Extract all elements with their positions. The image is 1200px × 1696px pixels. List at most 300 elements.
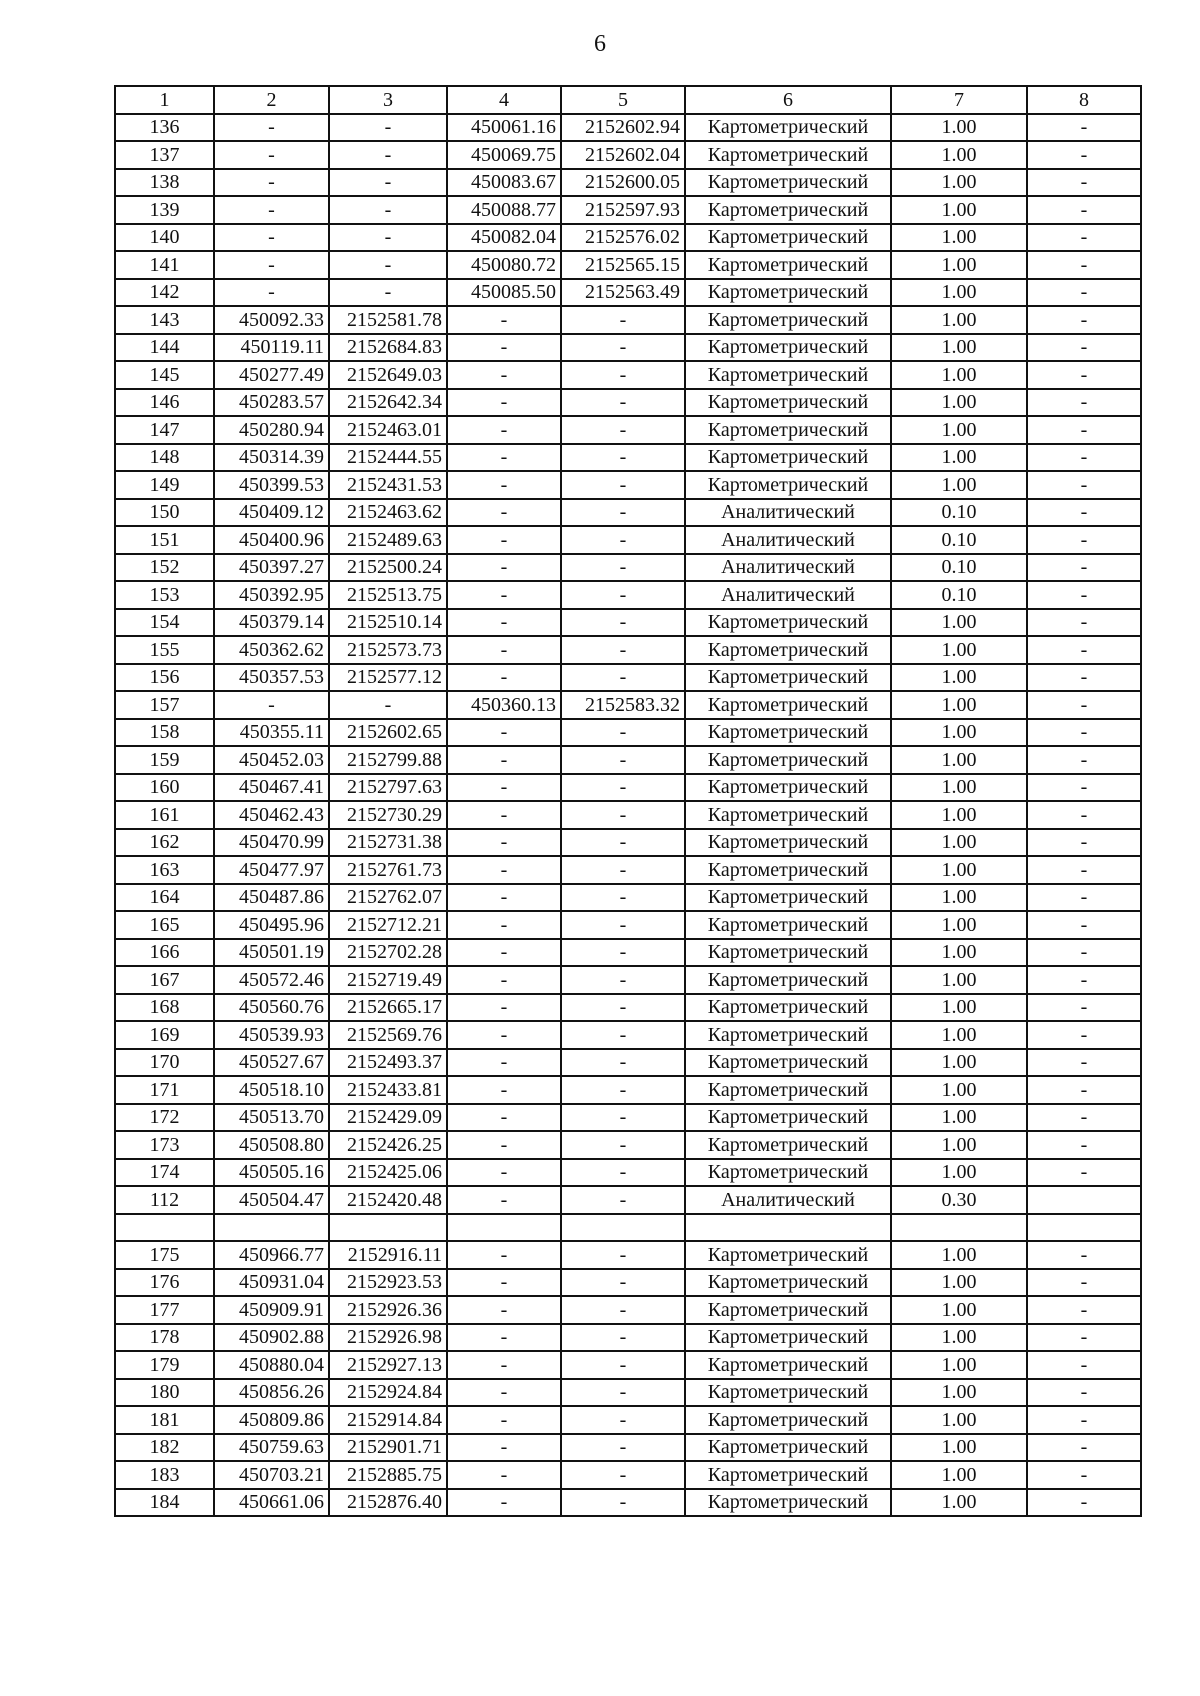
table-cell-col-2: - <box>214 691 329 719</box>
table-cell-col-4: - <box>447 306 561 334</box>
table-cell-col-5 <box>561 1214 685 1242</box>
table-cell-col-2: 450409.12 <box>214 499 329 527</box>
table-cell-col-4: - <box>447 471 561 499</box>
table-cell-col-8: - <box>1027 1324 1141 1352</box>
table-cell-col-4: - <box>447 1186 561 1214</box>
table-cell-col-8: - <box>1027 856 1141 884</box>
table-cell-col-5: - <box>561 1076 685 1104</box>
table-header <box>115 86 1141 114</box>
table-cell-col-3: - <box>329 224 447 252</box>
table-cell-col-2: 450397.27 <box>214 554 329 582</box>
table-cell-col-2: 450703.21 <box>214 1461 329 1489</box>
table-cell-col-8: - <box>1027 416 1141 444</box>
table-cell-col-6: Картометрический <box>685 1049 891 1077</box>
table-cell-col-1: 153 <box>115 581 214 609</box>
table-cell-col-1: 174 <box>115 1159 214 1187</box>
table-cell-col-8: - <box>1027 389 1141 417</box>
table-cell-col-2: 450539.93 <box>214 1021 329 1049</box>
table-cell-col-5: - <box>561 1104 685 1132</box>
table-cell-col-7: 0.30 <box>891 1186 1027 1214</box>
table-cell-col-2: 450513.70 <box>214 1104 329 1132</box>
table-cell-col-7: 1.00 <box>891 1131 1027 1159</box>
table-cell-col-7: 1.00 <box>891 334 1027 362</box>
table-cell-col-4: - <box>447 746 561 774</box>
table-cell-col-2: 450470.99 <box>214 829 329 857</box>
table-cell-col-7: 1.00 <box>891 1076 1027 1104</box>
table-cell-col-5: - <box>561 1351 685 1379</box>
table-cell-col-4: 450082.04 <box>447 224 561 252</box>
table-cell-col-3: 2152425.06 <box>329 1159 447 1187</box>
table-cell-col-3: 2152914.84 <box>329 1406 447 1434</box>
table-row <box>115 1296 1141 1324</box>
table-cell-col-8: - <box>1027 1159 1141 1187</box>
table-cell-col-6: Картометрический <box>685 114 891 142</box>
table-cell-col-5: - <box>561 1489 685 1517</box>
table-cell-col-6: Картометрический <box>685 1434 891 1462</box>
table-cell-col-8: - <box>1027 746 1141 774</box>
table-body <box>115 114 1141 1517</box>
table-cell-col-2: 450809.86 <box>214 1406 329 1434</box>
table-cell-col-6: Картометрический <box>685 389 891 417</box>
table-row <box>115 774 1141 802</box>
table-cell-col-1: 145 <box>115 361 214 389</box>
table-cell-col-8: - <box>1027 196 1141 224</box>
table-cell-col-8: - <box>1027 966 1141 994</box>
table-cell-col-2: 450462.43 <box>214 801 329 829</box>
table-cell-col-8: - <box>1027 1434 1141 1462</box>
table-cell-col-1: 159 <box>115 746 214 774</box>
table-row <box>115 526 1141 554</box>
table-cell-col-1: 184 <box>115 1489 214 1517</box>
table-cell-col-8: - <box>1027 664 1141 692</box>
table-cell-col-2: 450909.91 <box>214 1296 329 1324</box>
table-row <box>115 169 1141 197</box>
table-cell-col-6: Картометрический <box>685 169 891 197</box>
table-cell-col-8: - <box>1027 361 1141 389</box>
table-cell-col-2: 450966.77 <box>214 1241 329 1269</box>
table-cell-col-6: Картометрический <box>685 719 891 747</box>
table-cell-col-4: - <box>447 1296 561 1324</box>
table-row <box>115 581 1141 609</box>
table-cell-col-3: - <box>329 141 447 169</box>
table-row <box>115 884 1141 912</box>
table-cell-col-2: 450505.16 <box>214 1159 329 1187</box>
table-cell-col-2: - <box>214 114 329 142</box>
table-cell-col-4: - <box>447 994 561 1022</box>
table-cell-col-8: - <box>1027 581 1141 609</box>
table-cell-col-8 <box>1027 1186 1141 1214</box>
table-cell-col-8: - <box>1027 1296 1141 1324</box>
table-cell-col-2: 450572.46 <box>214 966 329 994</box>
table-row <box>115 416 1141 444</box>
table-cell-col-4: 450088.77 <box>447 196 561 224</box>
header-cell-2: 2 <box>214 86 329 114</box>
table-cell-col-2: 450487.86 <box>214 884 329 912</box>
table-cell-col-7: 1.00 <box>891 361 1027 389</box>
table-cell-col-1: 158 <box>115 719 214 747</box>
table-cell-col-7 <box>891 1214 1027 1242</box>
table-cell-col-8: - <box>1027 279 1141 307</box>
table-cell-col-7: 0.10 <box>891 526 1027 554</box>
table-row <box>115 746 1141 774</box>
table-row <box>115 1324 1141 1352</box>
table-cell-col-8: - <box>1027 911 1141 939</box>
table-cell-col-8: - <box>1027 1076 1141 1104</box>
table-cell-col-3: 2152799.88 <box>329 746 447 774</box>
table-cell-col-7: 0.10 <box>891 499 1027 527</box>
table-cell-col-7: 1.00 <box>891 1269 1027 1297</box>
table-row <box>115 966 1141 994</box>
table-cell-col-3: 2152927.13 <box>329 1351 447 1379</box>
table-cell-col-8: - <box>1027 1269 1141 1297</box>
table-cell-col-1: 148 <box>115 444 214 472</box>
table-cell-col-2: 450314.39 <box>214 444 329 472</box>
table-cell-col-1: 137 <box>115 141 214 169</box>
table-cell-col-5: - <box>561 444 685 472</box>
table-cell-col-2: 450283.57 <box>214 389 329 417</box>
table-cell-col-5: - <box>561 1406 685 1434</box>
table-cell-col-7: 1.00 <box>891 664 1027 692</box>
table-cell-col-7: 1.00 <box>891 939 1027 967</box>
table-cell-col-1: 168 <box>115 994 214 1022</box>
table-row <box>115 1489 1141 1517</box>
table-cell-col-8: - <box>1027 1406 1141 1434</box>
table-cell-col-2: 450362.62 <box>214 636 329 664</box>
table-cell-col-7: 1.00 <box>891 719 1027 747</box>
table-cell-col-6: Аналитический <box>685 554 891 582</box>
table-cell-col-5: - <box>561 1049 685 1077</box>
table-cell-col-8: - <box>1027 1049 1141 1077</box>
page-number: 6 <box>594 31 606 57</box>
table-cell-col-7: 1.00 <box>891 1489 1027 1517</box>
table-cell-col-4: - <box>447 334 561 362</box>
table-cell-col-3: 2152924.84 <box>329 1379 447 1407</box>
header-cell-3: 3 <box>329 86 447 114</box>
table-cell-col-3: 2152573.73 <box>329 636 447 664</box>
table-cell-col-6: Аналитический <box>685 581 891 609</box>
table-cell-col-3: 2152876.40 <box>329 1489 447 1517</box>
table-cell-col-3: - <box>329 196 447 224</box>
table-row <box>115 334 1141 362</box>
table-cell-col-1: 181 <box>115 1406 214 1434</box>
table-cell-col-6: Картометрический <box>685 1159 891 1187</box>
table-cell-col-3: 2152426.25 <box>329 1131 447 1159</box>
table-cell-col-4: - <box>447 1049 561 1077</box>
table-cell-col-3: 2152926.36 <box>329 1296 447 1324</box>
table-cell-col-7: 1.00 <box>891 884 1027 912</box>
table-cell-col-3: 2152916.11 <box>329 1241 447 1269</box>
table-row <box>115 306 1141 334</box>
table-cell-col-8: - <box>1027 499 1141 527</box>
table-cell-col-6: Картометрический <box>685 1324 891 1352</box>
table-cell-col-2: 450504.47 <box>214 1186 329 1214</box>
table-cell-col-4: - <box>447 581 561 609</box>
header-cell-7: 7 <box>891 86 1027 114</box>
table-cell-col-8: - <box>1027 636 1141 664</box>
table-cell-col-5: 2152600.05 <box>561 169 685 197</box>
table-cell-col-7: 1.00 <box>891 1351 1027 1379</box>
table-cell-col-1: 162 <box>115 829 214 857</box>
table-cell-col-3: 2152429.09 <box>329 1104 447 1132</box>
table-cell-col-5: - <box>561 1296 685 1324</box>
table-cell-col-7: 1.00 <box>891 306 1027 334</box>
table-row <box>115 1351 1141 1379</box>
table-cell-col-7: 1.00 <box>891 114 1027 142</box>
table-cell-col-5: 2152565.15 <box>561 251 685 279</box>
table-cell-col-1: 149 <box>115 471 214 499</box>
table-cell-col-8: - <box>1027 554 1141 582</box>
table-cell-col-6: Картометрический <box>685 691 891 719</box>
table-cell-col-3: 2152901.71 <box>329 1434 447 1462</box>
table-cell-col-3: - <box>329 279 447 307</box>
table-cell-col-5: - <box>561 526 685 554</box>
table-cell-col-1: 172 <box>115 1104 214 1132</box>
table-cell-col-1: 143 <box>115 306 214 334</box>
table-cell-col-5: 2152602.94 <box>561 114 685 142</box>
table-cell-col-5: - <box>561 416 685 444</box>
table-cell-col-5: - <box>561 1131 685 1159</box>
table-cell-col-1: 160 <box>115 774 214 802</box>
table-cell-col-3: 2152649.03 <box>329 361 447 389</box>
table-cell-col-7: 1.00 <box>891 1049 1027 1077</box>
table-row <box>115 1104 1141 1132</box>
table-cell-col-4: - <box>447 444 561 472</box>
table-cell-col-5: - <box>561 1021 685 1049</box>
table-cell-col-7: 1.00 <box>891 196 1027 224</box>
table-row <box>115 499 1141 527</box>
table-cell-col-8: - <box>1027 1379 1141 1407</box>
table-cell-col-5: - <box>561 829 685 857</box>
table-cell-col-2: 450119.11 <box>214 334 329 362</box>
table-cell-col-1: 147 <box>115 416 214 444</box>
table-cell-col-5: - <box>561 499 685 527</box>
table-cell-col-2: 450931.04 <box>214 1269 329 1297</box>
table-cell-col-3: 2152513.75 <box>329 581 447 609</box>
table-cell-col-4: 450085.50 <box>447 279 561 307</box>
table-cell-col-5: - <box>561 884 685 912</box>
table-cell-col-6: Картометрический <box>685 306 891 334</box>
table-row <box>115 141 1141 169</box>
table-row <box>115 856 1141 884</box>
table-cell-col-7: 1.00 <box>891 746 1027 774</box>
table-cell-col-8: - <box>1027 306 1141 334</box>
table-cell-col-1: 167 <box>115 966 214 994</box>
table-row <box>115 911 1141 939</box>
table-row <box>115 636 1141 664</box>
table-cell-col-5: - <box>561 1434 685 1462</box>
table-cell-col-4: 450061.16 <box>447 114 561 142</box>
table-cell-col-1: 136 <box>115 114 214 142</box>
table-cell-col-5: - <box>561 1241 685 1269</box>
table-cell-col-1: 151 <box>115 526 214 554</box>
table-cell-col-3: 2152493.37 <box>329 1049 447 1077</box>
table-cell-col-1: 150 <box>115 499 214 527</box>
table-cell-col-4: - <box>447 1241 561 1269</box>
table-cell-col-4: - <box>447 1489 561 1517</box>
table-cell-col-8: - <box>1027 719 1141 747</box>
table-cell-col-7: 1.00 <box>891 1159 1027 1187</box>
table-cell-col-3: 2152500.24 <box>329 554 447 582</box>
table-cell-col-7: 1.00 <box>891 1434 1027 1462</box>
table-cell-col-2: 450902.88 <box>214 1324 329 1352</box>
table-cell-col-6: Картометрический <box>685 444 891 472</box>
table-cell-col-1 <box>115 1214 214 1242</box>
table-cell-col-6: Картометрический <box>685 1379 891 1407</box>
table-cell-col-6: Картометрический <box>685 856 891 884</box>
table-cell-col-4: - <box>447 911 561 939</box>
table-cell-col-5: - <box>561 471 685 499</box>
table-cell-col-7: 0.10 <box>891 581 1027 609</box>
table-cell-col-1: 142 <box>115 279 214 307</box>
table-cell-col-2: 450467.41 <box>214 774 329 802</box>
table-cell-col-3: 2152463.01 <box>329 416 447 444</box>
header-cell-1: 1 <box>115 86 214 114</box>
table-cell-col-1: 141 <box>115 251 214 279</box>
table-cell-col-8: - <box>1027 1104 1141 1132</box>
table-cell-col-3: 2152665.17 <box>329 994 447 1022</box>
table-cell-col-1: 112 <box>115 1186 214 1214</box>
table-cell-col-7: 1.00 <box>891 1406 1027 1434</box>
table-cell-col-5: - <box>561 636 685 664</box>
table-row <box>115 444 1141 472</box>
table-cell-col-4: 450083.67 <box>447 169 561 197</box>
table-cell-col-6: Картометрический <box>685 1076 891 1104</box>
table-cell-col-6: Картометрический <box>685 609 891 637</box>
table-cell-col-1: 173 <box>115 1131 214 1159</box>
table-row <box>115 114 1141 142</box>
table-row <box>115 609 1141 637</box>
table-cell-col-5: - <box>561 306 685 334</box>
table-cell-col-7: 1.00 <box>891 1104 1027 1132</box>
table-cell-col-5: - <box>561 774 685 802</box>
table-cell-col-3: 2152926.98 <box>329 1324 447 1352</box>
table-cell-col-4: - <box>447 389 561 417</box>
table-cell-col-8: - <box>1027 251 1141 279</box>
table-cell-col-8: - <box>1027 526 1141 554</box>
table-cell-col-1: 165 <box>115 911 214 939</box>
table-cell-col-7: 1.00 <box>891 911 1027 939</box>
table-cell-col-4: - <box>447 1461 561 1489</box>
table-cell-col-4: - <box>447 1379 561 1407</box>
table-cell-col-4: - <box>447 499 561 527</box>
table-cell-col-2: - <box>214 224 329 252</box>
table-cell-col-6: Картометрический <box>685 1406 891 1434</box>
table-cell-col-6: Картометрический <box>685 1104 891 1132</box>
table-cell-col-5: - <box>561 581 685 609</box>
table-cell-col-8: - <box>1027 1241 1141 1269</box>
table-cell-col-7: 1.00 <box>891 471 1027 499</box>
table-cell-col-8: - <box>1027 471 1141 499</box>
table-cell-col-2: 450357.53 <box>214 664 329 692</box>
table-cell-col-2 <box>214 1214 329 1242</box>
table-cell-col-4 <box>447 1214 561 1242</box>
table-cell-col-5: - <box>561 1159 685 1187</box>
table-cell-col-5: 2152597.93 <box>561 196 685 224</box>
table-cell-col-7: 1.00 <box>891 966 1027 994</box>
table-cell-col-1: 157 <box>115 691 214 719</box>
table-row <box>115 1379 1141 1407</box>
table-cell-col-2: - <box>214 251 329 279</box>
table-cell-col-7: 1.00 <box>891 416 1027 444</box>
table-cell-col-4: - <box>447 361 561 389</box>
table-cell-col-1: 140 <box>115 224 214 252</box>
table-cell-col-3: 2152577.12 <box>329 664 447 692</box>
table-cell-col-8: - <box>1027 939 1141 967</box>
table-cell-col-3: 2152730.29 <box>329 801 447 829</box>
table-cell-col-6: Картометрический <box>685 334 891 362</box>
table-cell-col-7: 1.00 <box>891 389 1027 417</box>
table-cell-col-3: 2152431.53 <box>329 471 447 499</box>
table-cell-col-2: 450880.04 <box>214 1351 329 1379</box>
table-cell-col-3: 2152761.73 <box>329 856 447 884</box>
table-row <box>115 1461 1141 1489</box>
header-cell-5: 5 <box>561 86 685 114</box>
table-cell-col-1: 170 <box>115 1049 214 1077</box>
table-cell-col-6: Картометрический <box>685 1461 891 1489</box>
table-cell-col-7: 1.00 <box>891 224 1027 252</box>
table-cell-col-7: 1.00 <box>891 1021 1027 1049</box>
table-cell-col-4: - <box>447 829 561 857</box>
table-cell-col-6: Картометрический <box>685 1351 891 1379</box>
table-cell-col-5: - <box>561 856 685 884</box>
table-cell-col-2: 450560.76 <box>214 994 329 1022</box>
table-cell-col-5: - <box>561 1269 685 1297</box>
table-cell-col-5: - <box>561 609 685 637</box>
table-cell-col-8: - <box>1027 1489 1141 1517</box>
table-cell-col-8: - <box>1027 1461 1141 1489</box>
table-cell-col-3: 2152719.49 <box>329 966 447 994</box>
table-cell-col-2: 450392.95 <box>214 581 329 609</box>
table-cell-col-5: 2152583.32 <box>561 691 685 719</box>
table-cell-col-6: Картометрический <box>685 884 891 912</box>
table-row <box>115 1186 1141 1214</box>
table-cell-col-2: - <box>214 196 329 224</box>
table-cell-col-3: - <box>329 169 447 197</box>
table-row <box>115 251 1141 279</box>
table-cell-col-1: 179 <box>115 1351 214 1379</box>
table-cell-col-1: 182 <box>115 1434 214 1462</box>
table-cell-col-6: Картометрический <box>685 939 891 967</box>
table-cell-col-1: 156 <box>115 664 214 692</box>
table-cell-col-7: 0.10 <box>891 554 1027 582</box>
table-cell-col-1: 171 <box>115 1076 214 1104</box>
table-cell-col-6: Картометрический <box>685 279 891 307</box>
table-cell-col-6: Картометрический <box>685 911 891 939</box>
table-cell-col-1: 166 <box>115 939 214 967</box>
table-cell-col-2: 450277.49 <box>214 361 329 389</box>
table-cell-col-4: - <box>447 719 561 747</box>
table-cell-col-5: - <box>561 1379 685 1407</box>
table-cell-col-3: 2152923.53 <box>329 1269 447 1297</box>
table-cell-col-4: 450069.75 <box>447 141 561 169</box>
table-cell-col-1: 161 <box>115 801 214 829</box>
table-cell-col-3: 2152712.21 <box>329 911 447 939</box>
table-cell-col-6: Картометрический <box>685 801 891 829</box>
header-cell-8: 8 <box>1027 86 1141 114</box>
table-cell-col-7: 1.00 <box>891 774 1027 802</box>
header-cell-4: 4 <box>447 86 561 114</box>
table-cell-col-6: Картометрический <box>685 1489 891 1517</box>
header-cell-6: 6 <box>685 86 891 114</box>
table-row <box>115 361 1141 389</box>
table-cell-col-7: 1.00 <box>891 801 1027 829</box>
table-row <box>115 554 1141 582</box>
table-cell-col-7: 1.00 <box>891 1379 1027 1407</box>
table-row <box>115 1076 1141 1104</box>
table-cell-col-5: - <box>561 746 685 774</box>
table-cell-col-5: 2152563.49 <box>561 279 685 307</box>
table-row <box>115 389 1141 417</box>
